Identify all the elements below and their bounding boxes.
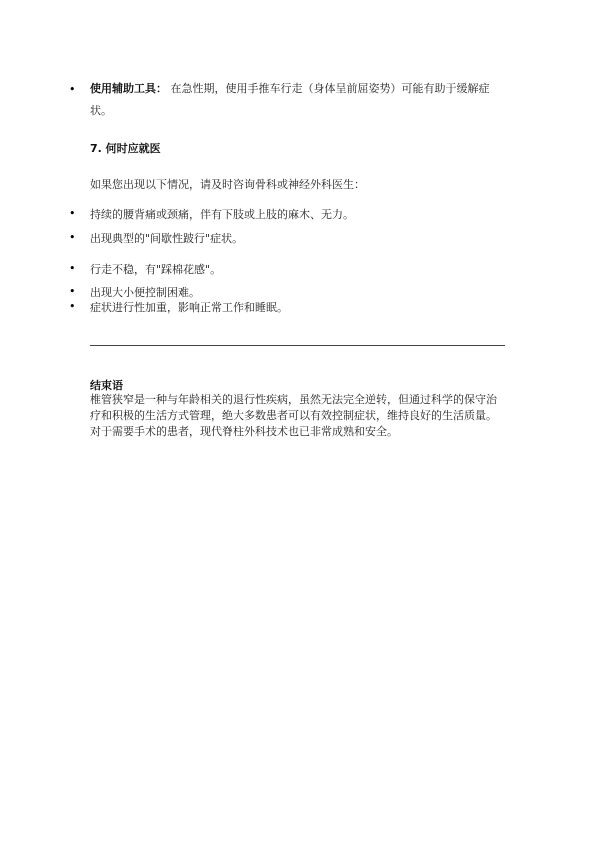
list-item-text: 症状进行性加重，影响正常工作和睡眠。 bbox=[90, 301, 288, 314]
aid-tools-text bbox=[90, 78, 510, 122]
bullet-icon: • bbox=[69, 262, 76, 275]
horizontal-divider bbox=[90, 345, 505, 346]
aid-tools-description: 在急性期，使用手推车行走（身体呈前屈姿势）可能有助于缓解症状。 bbox=[90, 82, 490, 117]
closing-title: 结束语 bbox=[90, 379, 123, 392]
bullet-icon: • bbox=[69, 207, 76, 220]
bullet-icon: • bbox=[69, 83, 76, 96]
section-heading: 7. 何时应就医 bbox=[90, 142, 161, 155]
list-item-text: 行走不稳，有"踩棉花感"。 bbox=[90, 263, 222, 276]
section-intro: 如果您出现以下情况，请及时咨询骨科或神经外科医生： bbox=[90, 178, 365, 191]
bullet-icon: • bbox=[69, 231, 76, 244]
closing-paragraph: 椎管狭窄是一种与年龄相关的退行性疾病，虽然无法完全逆转，但通过科学的保守治疗和积极的生活方式管理，绝大多数患者可以有效控制症状，维持良好的生活质量。对于需要手术的患者，现代脊柱外科技术也已非常成熟和安全。 bbox=[90, 393, 497, 438]
aid-tools-label: 使用辅助工具： bbox=[90, 82, 167, 95]
bullet-icon: • bbox=[69, 285, 76, 298]
list-item-text: 出现典型的"间歇性跛行"症状。 bbox=[90, 232, 244, 245]
list-item-text: 持续的腰背痛或颈痛，伴有下肢或上肢的麻木、无力。 bbox=[90, 208, 354, 221]
bullet-icon: • bbox=[69, 300, 76, 313]
list-item-text: 出现大小便控制困难。 bbox=[90, 286, 200, 299]
